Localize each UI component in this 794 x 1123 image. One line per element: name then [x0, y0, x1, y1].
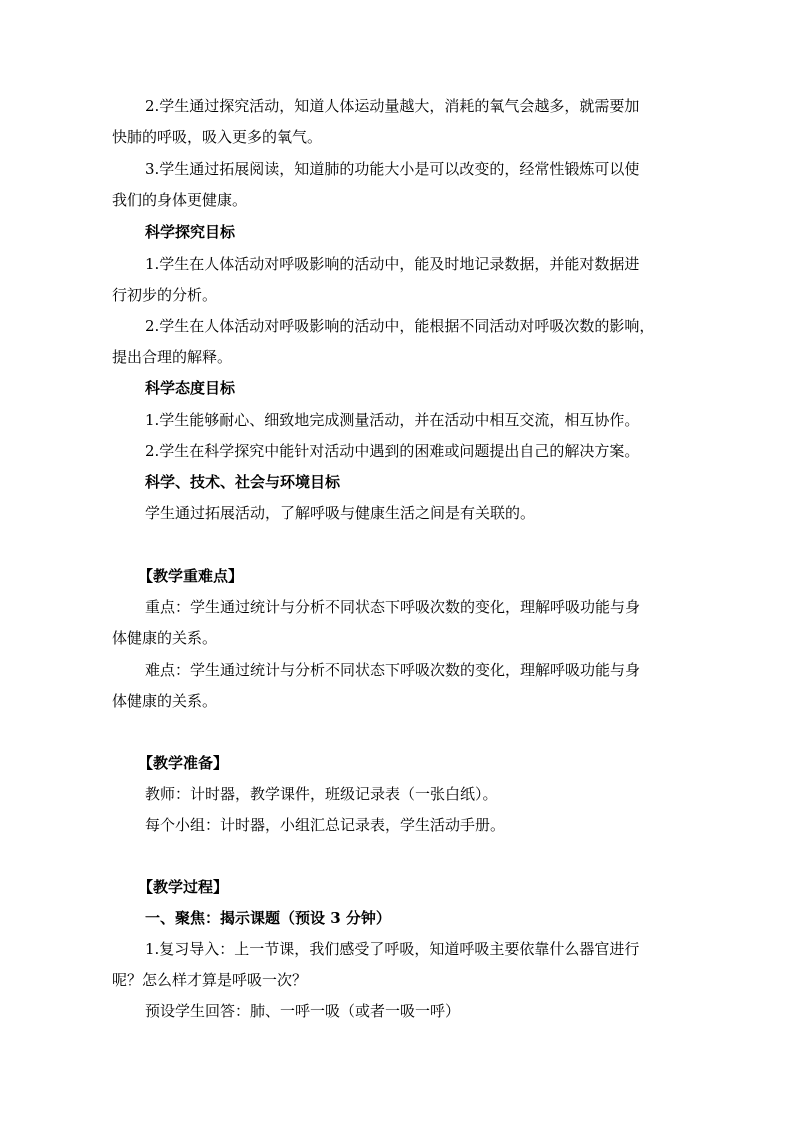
expected-answer: 预设学生回答：肺、一呼一吸（或者一吸一呼） — [145, 1002, 461, 1020]
key-point-cont: 体健康的关系。 — [112, 629, 218, 647]
difficult-point: 难点：学生通过统计与分析不同状态下呼吸次数的变化，理解呼吸功能与身 — [145, 661, 641, 679]
inquiry-item-1-cont: 行初步的分析。 — [112, 286, 218, 304]
process-review: 1.复习导入：上一节课，我们感受了呼吸，知道呼吸主要依靠什么器官进行 — [145, 940, 640, 958]
inquiry-item-2-cont: 提出合理的解释。 — [112, 348, 233, 366]
attitude-item-2: 2.学生在科学探究中能针对活动中遇到的困难或问题提出自己的解决方案。 — [145, 442, 640, 460]
attitude-item-1: 1.学生能够耐心、细致地完成测量活动，并在活动中相互交流，相互协作。 — [145, 411, 640, 429]
key-point: 重点：学生通过统计与分析不同状态下呼吸次数的变化，理解呼吸功能与身 — [145, 598, 641, 616]
heading-science-inquiry: 科学探究目标 — [145, 223, 236, 241]
prep-teacher: 教师：计时器，教学课件，班级记录表（一张白纸）。 — [145, 785, 498, 803]
heading-preparation: 【教学准备】 — [138, 754, 229, 772]
heading-key-difficult-points: 【教学重难点】 — [138, 567, 244, 585]
prep-group: 每个小组：计时器，小组汇总记录表，学生活动手册。 — [145, 816, 506, 834]
heading-process: 【教学过程】 — [138, 878, 229, 896]
goal-item-3-cont: 我们的身体更健康。 — [112, 191, 248, 209]
heading-science-attitude: 科学态度目标 — [145, 379, 236, 397]
process-review-cont: 呢？怎么样才算是呼吸一次？ — [112, 971, 308, 989]
heading-stse: 科学、技术、社会与环境目标 — [145, 473, 341, 491]
process-step-1-title: 一、聚焦：揭示课题（预设 3 分钟） — [145, 909, 391, 927]
inquiry-item-2: 2.学生在人体活动对呼吸影响的活动中，能根据不同活动对呼吸次数的影响， — [145, 317, 655, 335]
goal-item-2-cont: 快肺的呼吸，吸入更多的氧气。 — [112, 128, 323, 146]
stse-text: 学生通过拓展活动，了解呼吸与健康生活之间是有关联的。 — [145, 504, 536, 522]
inquiry-item-1: 1.学生在人体活动对呼吸影响的活动中，能及时地记录数据，并能对数据进 — [145, 255, 640, 273]
goal-item-2: 2.学生通过探究活动，知道人体运动量越大，消耗的氧气会越多，就需要加 — [145, 97, 640, 115]
goal-item-3: 3.学生通过拓展阅读，知道肺的功能大小是可以改变的，经常性锻炼可以使 — [145, 160, 640, 178]
difficult-point-cont: 体健康的关系。 — [112, 692, 218, 710]
